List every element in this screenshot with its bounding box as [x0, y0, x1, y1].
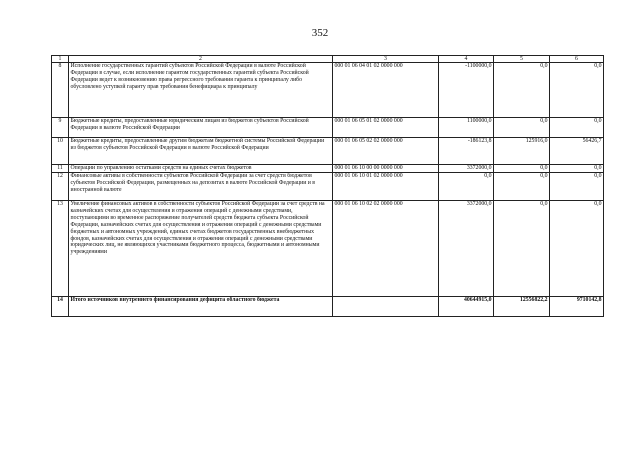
row-value-year2: 0,0: [494, 173, 550, 201]
row-value-year2: 0,0: [494, 165, 550, 173]
row-value-year1: -186123,8: [439, 138, 494, 165]
row-code-empty: [333, 297, 439, 317]
row-code: 000 01 06 04 01 02 0000 000: [333, 63, 439, 118]
row-code: 000 01 06 10 01 02 0000 000: [333, 173, 439, 201]
row-value-year1: 3372000,0: [439, 201, 494, 297]
row-value-year1: 1100000,0: [439, 118, 494, 138]
total-value-year1: 40644915,0: [439, 297, 494, 317]
column-number-header: [52, 56, 604, 63]
table-row: [52, 165, 604, 173]
row-description: Бюджетные кредиты, предоставленные юридическим лицам из бюджетов субъектов Российской Федерации в валюте Российской Федерации: [69, 118, 333, 138]
row-number: 14: [52, 297, 69, 317]
column-header: 4: [439, 56, 494, 63]
row-code: 000 01 06 10 00 00 0000 000: [333, 165, 439, 173]
table-row: [52, 201, 604, 297]
column-header: 5: [494, 56, 550, 63]
row-number: 12: [52, 173, 69, 201]
column-header: 2: [69, 56, 333, 63]
row-value-year1: 3372000,0: [439, 165, 494, 173]
row-value-year3: 56426,7: [550, 138, 604, 165]
row-description: Увеличение финансовых активов в собственности субъектов Российской Федерации за счет средств на казначейских счетах для осуществления и отражения операций с денежными средствами, поступающими во временное распоряжение получателей средств бюджета субъекта Российской Федерации, казначейских счетах для осуществления и отражения операций с денежными средствами бюджетных и автономных учреждений, единых счетах бюджетов государственных внебюджетных фондов, казначейских счетах для осуществления и отражения операций с денежными средствами юридических лиц, не являющихся участниками бюджетного процесса, бюджетными и автономными учреждениями: [69, 201, 333, 297]
row-code: 000 01 06 10 02 02 0000 000: [333, 201, 439, 297]
table-row: [52, 173, 604, 201]
row-description: Финансовые активы в собственности субъектов Российской Федерации за счет средств бюджетов субъектов Российской Федерации, размещенных на депозитах в валюте Российской Федерации и в иностранной валюте: [69, 173, 333, 201]
page-number: 352: [311, 27, 329, 39]
total-description: Итого источников внутреннего финансирования дефицита областного бюджета: [69, 297, 333, 317]
row-value-year2: 0,0: [494, 63, 550, 118]
row-value-year3: 0,0: [550, 173, 604, 201]
total-value-year2: 12556822,2: [494, 297, 550, 317]
row-value-year3: 0,0: [550, 63, 604, 118]
row-value-year1: 0,0: [439, 173, 494, 201]
column-header: 3: [333, 56, 439, 63]
row-code: 000 01 06 05 01 02 0000 000: [333, 118, 439, 138]
row-number: 9: [52, 118, 69, 138]
row-code: 000 01 06 05 02 02 0000 000: [333, 138, 439, 165]
column-header: 6: [550, 56, 604, 63]
row-number: 10: [52, 138, 69, 165]
row-value-year2: 125916,0: [494, 138, 550, 165]
row-value-year2: 0,0: [494, 118, 550, 138]
row-description: Исполнение государственных гарантий субъектов Российской Федерации в валюте Российской Федерации в случае, если исполнение гарантом государственных гарантий субъекта Российской Федерации ведет к возникновению права регрессного требования гаранта к принципалу либо обусловлено уступкой гаранту прав требования бенефициара к принципалу: [69, 63, 333, 118]
row-value-year3: 0,0: [550, 118, 604, 138]
row-number: 8: [52, 63, 69, 118]
total-value-year3: 9710142,8: [550, 297, 604, 317]
row-value-year3: 0,0: [550, 165, 604, 173]
financing-sources-table: [51, 55, 604, 317]
total-row: [52, 297, 604, 317]
table-row: [52, 63, 604, 118]
row-number: 13: [52, 201, 69, 297]
table-row: [52, 118, 604, 138]
row-description: Бюджетные кредиты, предоставленные другим бюджетам бюджетной системы Российской Федерации из бюджетов субъектов Российской Федерации в валюте Российской Федерации: [69, 138, 333, 165]
row-description: Операции по управлению остатками средств на единых счетах бюджетов: [69, 165, 333, 173]
column-header: 1: [52, 56, 69, 63]
row-number: 11: [52, 165, 69, 173]
row-value-year2: 0,0: [494, 201, 550, 297]
table-row: [52, 138, 604, 165]
row-value-year1: -1100000,0: [439, 63, 494, 118]
row-value-year3: 0,0: [550, 201, 604, 297]
